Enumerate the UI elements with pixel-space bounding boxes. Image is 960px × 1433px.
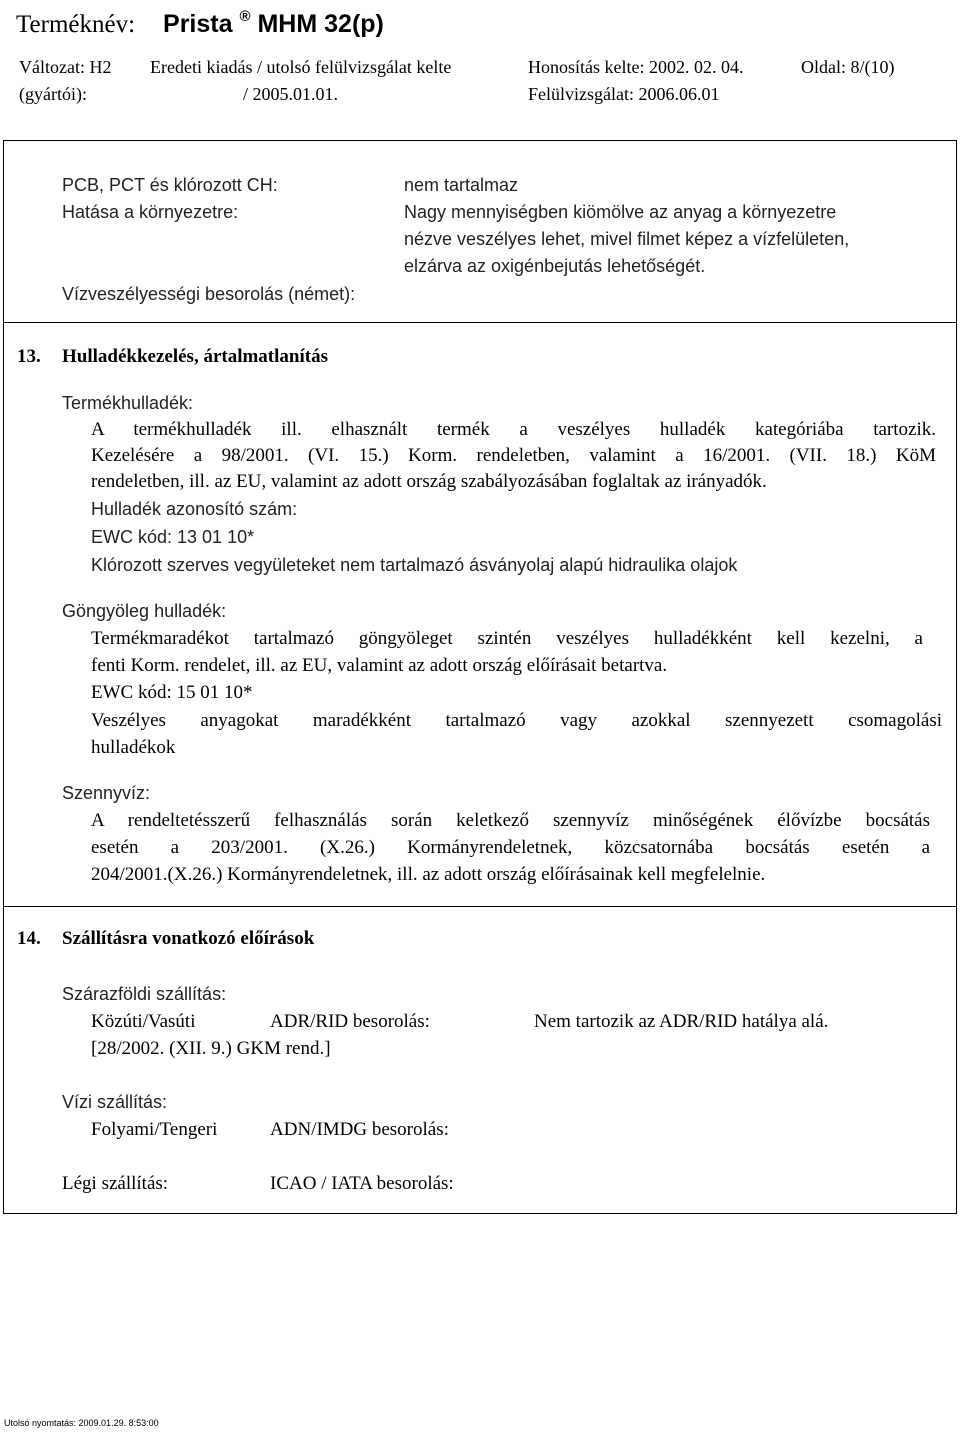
page-number: Oldal: 8/(10) [801, 57, 895, 77]
pcb-value: nem tartalmaz [404, 175, 519, 195]
ewc-code-2-desc-2: hulladékok [91, 737, 176, 758]
section-divider [3, 906, 957, 907]
product-waste-line-3: rendeletben, ill. az EU, valamint az adott ország szabályozásában foglaltak az irányadók. [91, 471, 767, 492]
section13-number: 13. [17, 346, 41, 367]
wastewater-label: Szennyvíz: [62, 783, 151, 803]
pcb-label: PCB, PCT és klórozott CH: [62, 175, 278, 195]
road-rail-label: Közúti/Vasúti [91, 1011, 196, 1032]
wastewater-line-1: A rendeltetésszerű felhasználás során keletkező szennyvíz minőségének élővízbe bocsátás [91, 810, 930, 831]
product-brand: Prista [163, 10, 233, 38]
ewc-code-1-desc: Klórozott szerves vegyületeket nem tartalmazó ásványolaj alapú hidraulika olajok [91, 555, 738, 575]
cert-date: Honosítás kelte: 2002. 02. 04. [528, 57, 744, 77]
packaging-waste-label: Göngyöleg hulladék: [62, 601, 227, 621]
product-waste-line-2: Kezelésére a 98/2001. (VI. 15.) Korm. rendeletben, valamint a 16/2001. (VII. 18.) KöM [91, 445, 936, 466]
section14-number: 14. [17, 928, 41, 949]
adr-label: ADR/RID besorolás: [270, 1011, 430, 1032]
product-model: MHM 32(p) [257, 10, 384, 38]
wastewater-line-3: 204/2001.(X.26.) Kormányrendeletnek, ill. az adott ország előírásainak kell megfelelnie. [91, 864, 766, 885]
issue-date: / 2005.01.01. [243, 84, 339, 104]
icao-iata-label: ICAO / IATA besorolás: [270, 1173, 454, 1194]
packaging-line-2: fenti Korm. rendelet, ill. az EU, valamint az adott ország előírásait betartva. [91, 655, 668, 676]
product-waste-line-1: A termékhulladék ill. elhasznált termék a veszélyes hulladék kategóriába tartozik. [91, 419, 936, 440]
land-transport-label: Szárazföldi szállítás: [62, 984, 227, 1004]
env-line-2: nézve veszélyes lehet, mivel filmet képez a vízfelületen, [404, 229, 850, 249]
gkm-reference: [28/2002. (XII. 9.) GKM rend.] [91, 1038, 331, 1059]
adr-value: Nem tartozik az ADR/RID hatálya alá. [534, 1011, 829, 1032]
product-name [163, 10, 384, 38]
water-hazard-label: Vízveszélyességi besorolás (német): [62, 284, 356, 304]
packaging-line-1: Termékmaradékot tartalmazó göngyöleget szintén veszélyes hulladékként kell kezelni, a [91, 628, 923, 649]
ewc-code-2-desc-1: Veszélyes anyagokat maradékként tartalmazó vagy azokkal szennyezett csomagolási [91, 710, 942, 731]
env-label: Hatása a környezetre: [62, 202, 239, 222]
waste-id-label: Hulladék azonosító szám: [91, 499, 298, 519]
version-sub: (gyártói): [19, 84, 87, 104]
air-transport-label: Légi szállítás: [62, 1173, 169, 1194]
env-line-1: Nagy mennyiségben kiömölve az anyag a környezetre [404, 202, 837, 222]
last-printed: Utolsó nyomtatás: 2009.01.29. 8:53:00 [4, 1418, 159, 1428]
env-line-3: elzárva az oxigénbejutás lehetőségét. [404, 256, 706, 276]
issue-label: Eredeti kiadás / utolsó felülvizsgálat kelte [150, 57, 452, 77]
adn-imdg-label: ADN/IMDG besorolás: [270, 1119, 449, 1140]
version-label: Változat: H2 [19, 57, 112, 77]
river-sea-label: Folyami/Tengeri [91, 1119, 218, 1140]
ewc-code-1: EWC kód: 13 01 10* [91, 527, 255, 547]
section-divider [3, 322, 957, 323]
review-date: Felülvizsgálat: 2006.06.01 [528, 84, 720, 104]
water-transport-label: Vízi szállítás: [62, 1092, 168, 1112]
section13-title: Hulladékkezelés, ártalmatlanítás [62, 346, 328, 367]
product-name-label: Terméknév: [16, 11, 136, 38]
section14-title: Szállításra vonatkozó előírások [62, 928, 315, 949]
registered-mark: ® [239, 8, 251, 25]
document-header-title [16, 10, 384, 39]
product-waste-label: Termékhulladék: [62, 393, 194, 413]
wastewater-line-2: esetén a 203/2001. (X.26.) Kormányrendeletnek, közcsatornába bocsátás esetén a [91, 837, 930, 858]
ewc-code-2: EWC kód: 15 01 10* [91, 682, 253, 703]
